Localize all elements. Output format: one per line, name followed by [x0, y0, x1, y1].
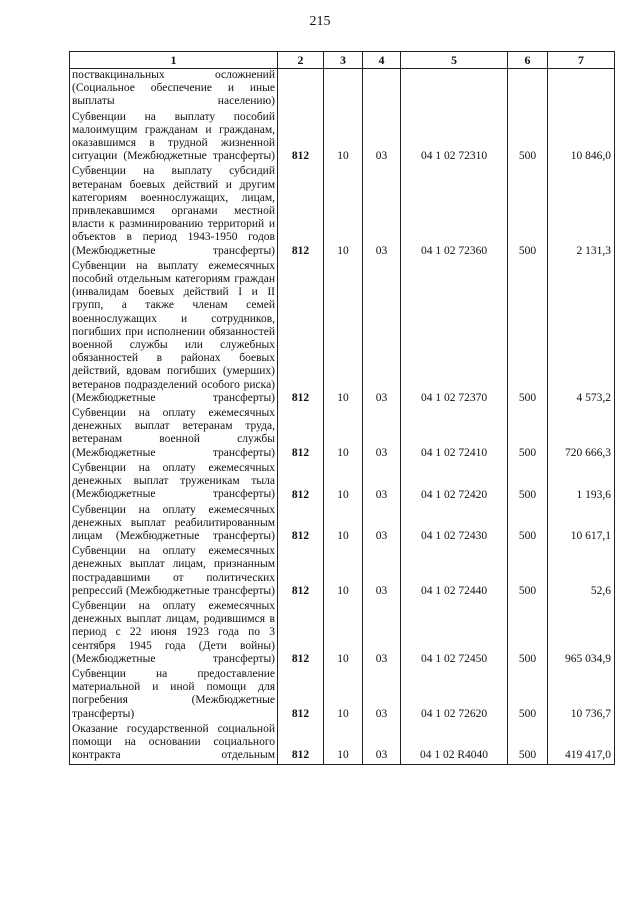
header-col-1: 1: [70, 52, 278, 69]
page-number: 215: [309, 14, 331, 29]
header-col-4: 4: [363, 52, 401, 69]
table-row: [70, 600, 615, 668]
budget-table: [69, 51, 615, 765]
row-name-cell: Субвенции на выплату ежемесячных пособий отдельным категориям граждан (инвалидам боевых действий I и II групп, а также членам семей военнослужащих и сотрудников, погибших при исполнении обязанностей военной службы или служебных обязанностей в районах боевых действий, вдовам погибших (умерших) ветеранов подразделений особого риска) (Межбюджетные трансферты): [70, 260, 278, 407]
header-col-6: 6: [508, 52, 548, 69]
row-section-code: 10: [324, 111, 363, 166]
header-col-5: 5: [401, 52, 508, 69]
row-subsection-code: 03: [363, 504, 401, 546]
row-sum: 419 417,0: [548, 723, 615, 765]
row-section-code: 10: [324, 165, 363, 259]
row-section-code: 10: [324, 723, 363, 765]
row-ministry-code: 812: [278, 407, 324, 462]
row-sum: 4 573,2: [548, 260, 615, 407]
row-target-article: [401, 69, 508, 111]
row-target-article: 04 1 02 72410: [401, 407, 508, 462]
row-sum: 2 131,3: [548, 165, 615, 259]
row-expense-type: 500: [508, 165, 548, 259]
row-name-cell: поствакцинальных осложнений (Социальное обеспечение и иные выплаты населению): [70, 69, 278, 111]
row-name-cell: Субвенции на выплату субсидий ветеранам боевых действий и другим категориям военнослужащих, лицам, привлекавшимся органами местной власти к разминированию территорий и объектов в период 1943-1950 годов (Межбюджетные трансферты): [70, 165, 278, 259]
table-row: [70, 111, 615, 166]
row-section-code: [324, 69, 363, 111]
row-sum: [548, 69, 615, 111]
row-name-cell: Субвенции на оплату ежемесячных денежных выплат лицам, родившимся в период с 22 июня 1923 года по 3 сентября 1945 года (Дети войны) (Межбюджетные трансферты): [70, 600, 278, 668]
row-subsection-code: [363, 69, 401, 111]
row-subsection-code: 03: [363, 260, 401, 407]
row-section-code: 10: [324, 260, 363, 407]
row-ministry-code: 812: [278, 600, 324, 668]
row-sum: 10 617,1: [548, 504, 615, 546]
row-section-code: 10: [324, 407, 363, 462]
row-section-code: 10: [324, 462, 363, 504]
row-target-article: 04 1 02 72310: [401, 111, 508, 166]
header-col-3: 3: [324, 52, 363, 69]
row-subsection-code: 03: [363, 600, 401, 668]
row-expense-type: 500: [508, 260, 548, 407]
row-sum: 965 034,9: [548, 600, 615, 668]
table-row: [70, 407, 615, 462]
row-ministry-code: [278, 69, 324, 111]
row-ministry-code: 812: [278, 165, 324, 259]
row-subsection-code: 03: [363, 668, 401, 723]
row-expense-type: 500: [508, 407, 548, 462]
row-target-article: 04 1 02 R4040: [401, 723, 508, 765]
table-row: [70, 69, 615, 111]
row-name-cell: Субвенции на оплату ежемесячных денежных выплат лицам, признанным пострадавшими от политических репрессий (Межбюджетные трансферты): [70, 545, 278, 600]
header-col-2: 2: [278, 52, 324, 69]
row-sum: 10 846,0: [548, 111, 615, 166]
row-target-article: 04 1 02 72620: [401, 668, 508, 723]
row-target-article: 04 1 02 72450: [401, 600, 508, 668]
row-name-cell: Субвенции на оплату ежемесячных денежных выплат ветеранам труда, ветеранам военной службы (Межбюджетные трансферты): [70, 407, 278, 462]
row-subsection-code: 03: [363, 545, 401, 600]
row-ministry-code: 812: [278, 545, 324, 600]
row-sum: 10 736,7: [548, 668, 615, 723]
row-name-cell: Субвенции на оплату ежемесячных денежных выплат труженикам тыла (Межбюджетные трансферты): [70, 462, 278, 504]
row-target-article: 04 1 02 72420: [401, 462, 508, 504]
header-col-7: 7: [548, 52, 615, 69]
table-row: [70, 723, 615, 765]
row-expense-type: [508, 69, 548, 111]
row-section-code: 10: [324, 668, 363, 723]
row-target-article: 04 1 02 72370: [401, 260, 508, 407]
table-row: [70, 504, 615, 546]
row-subsection-code: 03: [363, 723, 401, 765]
row-expense-type: 500: [508, 668, 548, 723]
table-row: [70, 462, 615, 504]
row-ministry-code: 812: [278, 668, 324, 723]
row-target-article: 04 1 02 72440: [401, 545, 508, 600]
row-expense-type: 500: [508, 600, 548, 668]
row-subsection-code: 03: [363, 462, 401, 504]
row-expense-type: 500: [508, 111, 548, 166]
row-expense-type: 500: [508, 504, 548, 546]
row-expense-type: 500: [508, 545, 548, 600]
row-ministry-code: 812: [278, 504, 324, 546]
table-header-row: [70, 52, 615, 69]
row-subsection-code: 03: [363, 165, 401, 259]
row-subsection-code: 03: [363, 111, 401, 166]
row-section-code: 10: [324, 600, 363, 668]
row-ministry-code: 812: [278, 723, 324, 765]
row-expense-type: 500: [508, 723, 548, 765]
table-row: [70, 545, 615, 600]
row-ministry-code: 812: [278, 462, 324, 504]
row-section-code: 10: [324, 504, 363, 546]
row-sum: 52,6: [548, 545, 615, 600]
table-row: [70, 165, 615, 259]
row-ministry-code: 812: [278, 260, 324, 407]
row-subsection-code: 03: [363, 407, 401, 462]
row-name-cell: Субвенции на предоставление материальной и иной помощи для погребения (Межбюджетные трансферты): [70, 668, 278, 723]
row-expense-type: 500: [508, 462, 548, 504]
row-name-cell: Субвенции на выплату пособий малоимущим гражданам и гражданам, оказавшимся в трудной жизненной ситуации (Межбюджетные трансферты): [70, 111, 278, 166]
row-target-article: 04 1 02 72360: [401, 165, 508, 259]
table-row: [70, 260, 615, 407]
row-target-article: 04 1 02 72430: [401, 504, 508, 546]
row-ministry-code: 812: [278, 111, 324, 166]
row-sum: 1 193,6: [548, 462, 615, 504]
row-section-code: 10: [324, 545, 363, 600]
row-sum: 720 666,3: [548, 407, 615, 462]
table-row: [70, 668, 615, 723]
row-name-cell: Субвенции на оплату ежемесячных денежных выплат реабилитированным лицам (Межбюджетные трансферты): [70, 504, 278, 546]
row-name-cell: Оказание государственной социальной помощи на основании социального контракта отдельным: [70, 723, 278, 765]
